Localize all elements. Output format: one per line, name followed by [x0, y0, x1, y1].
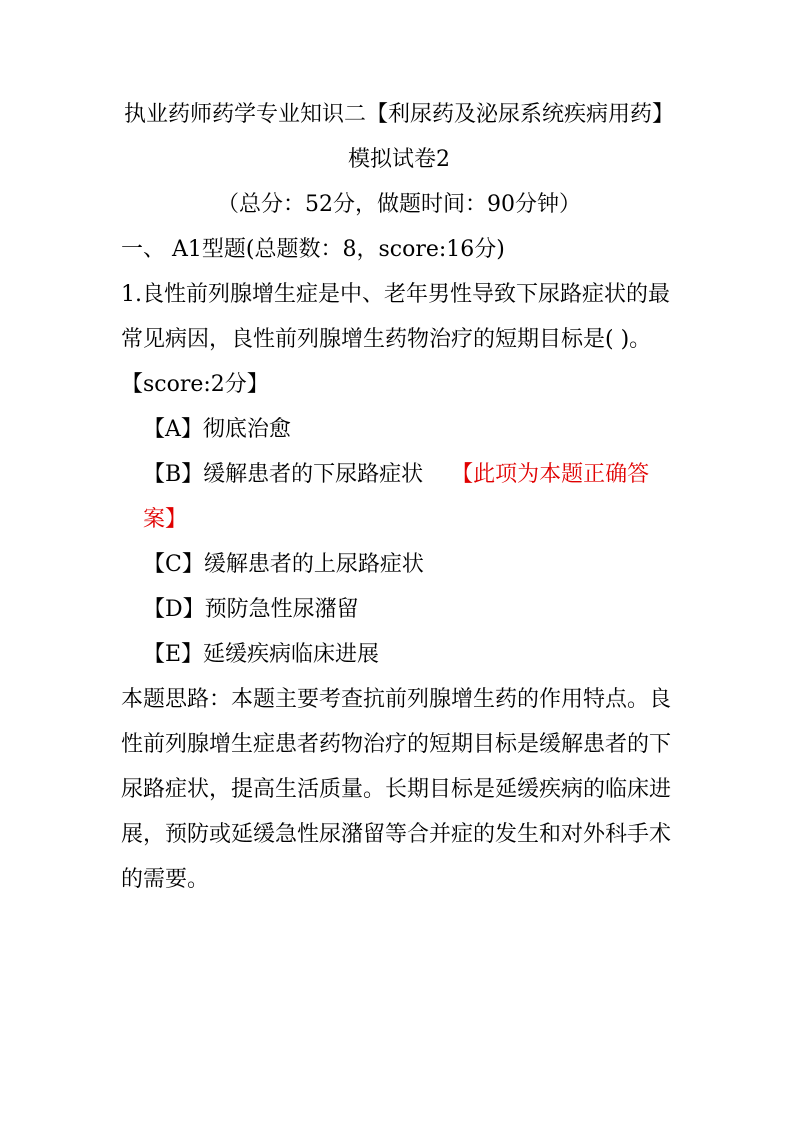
document-title: 执业药师药学专业知识二【利尿药及泌尿系统疾病用药】模拟试卷2	[123, 102, 674, 172]
document-page	[121, 92, 677, 902]
option-a	[121, 407, 677, 452]
option-a-label: 【A】彻底治愈	[143, 417, 291, 442]
option-b-label: 【B】缓解患者的下尿路症状	[143, 462, 424, 487]
option-c	[121, 542, 677, 587]
question-score: 【score:2分】	[121, 372, 269, 397]
option-c-label: 【C】缓解患者的上尿路症状	[143, 552, 424, 577]
option-e	[121, 632, 677, 677]
option-d	[121, 587, 677, 632]
option-d-label: 【D】预防急性尿潴留	[143, 597, 359, 622]
option-b	[121, 452, 677, 542]
exam-summary: （总分：52分，做题时间：90分钟）	[217, 192, 581, 217]
question-text: 1.良性前列腺增生症是中、老年男性导致下尿路症状的最常见病因，良性前列腺增生药物治疗的短期目标是( )。	[121, 282, 670, 352]
option-e-label: 【E】延缓疾病临床进展	[143, 642, 380, 667]
option-list	[121, 407, 677, 677]
correct-answer-note: 【此项为本题正确答案】	[143, 462, 650, 532]
section-heading: 一、 A1型题(总题数：8，score:16分)	[121, 237, 505, 262]
answer-explanation: 本题思路：本题主要考查抗前列腺增生药的作用特点。良性前列腺增生症患者药物治疗的短期目标是缓解患者的下尿路症状，提高生活质量。长期目标是延缓疾病的临床进展，预防或延缓急性尿潴留等合并症的发生和对外科手术的需要。	[121, 687, 672, 892]
